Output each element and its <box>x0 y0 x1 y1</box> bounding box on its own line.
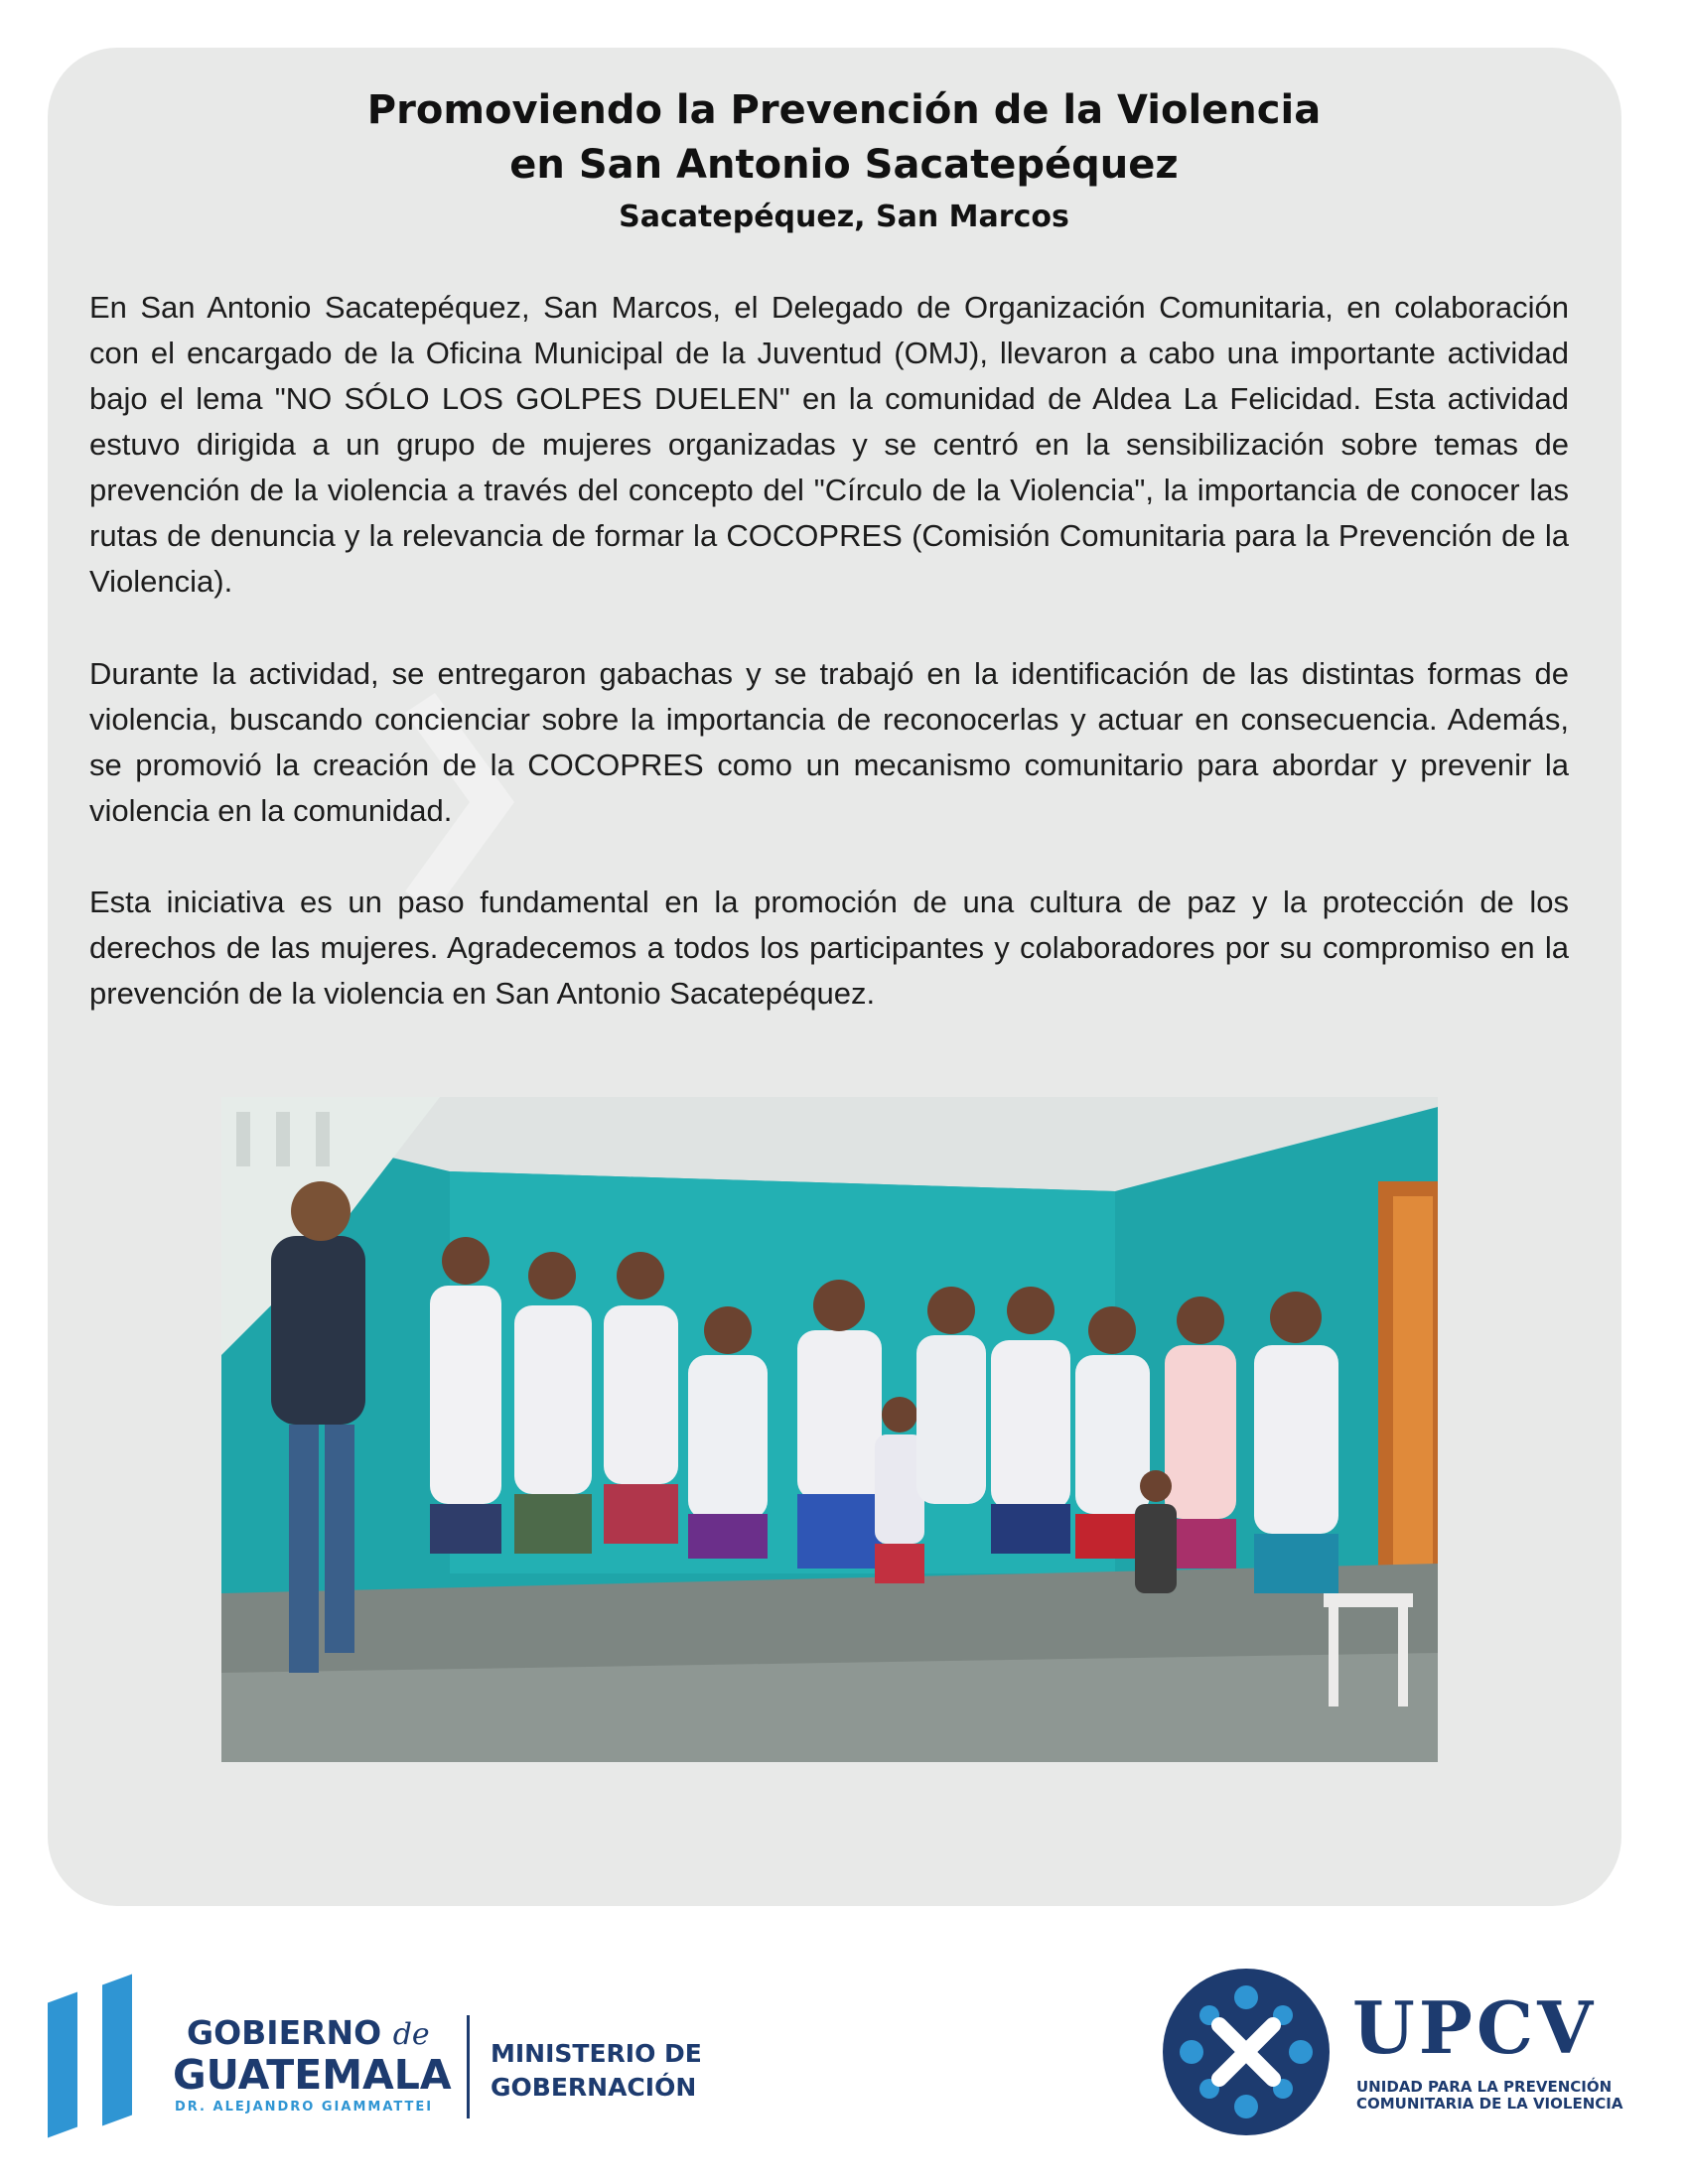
president-name: DR. ALEJANDRO GIAMMATTEI <box>175 2100 434 2115</box>
flag-stripe-icon <box>48 1992 77 2138</box>
ministry-wordmark: MINISTERIO DE GOBERNACIÓN <box>491 2039 702 2102</box>
gobierno-wordmark: GOBIERNO de <box>187 2013 430 2052</box>
body-paragraph-3: Esta iniciativa es un paso fundamental en la promoción de una cultura de paz y la protección de los derechos de las mujeres. Agradecemos a todos los participantes y colaboradores por su compromiso en la prevención de la violencia en San Antonio Sacatepéquez. <box>89 885 1569 1011</box>
upcv-wordmark: UPCV <box>1352 1985 1598 2070</box>
upcv-emblem-icon <box>1162 1968 1331 2136</box>
group-photo <box>221 1097 1438 1762</box>
upcv-logo <box>1162 1968 1638 2146</box>
flag-stripe-icon <box>102 1975 132 2126</box>
page-title-line1: Promoviendo la Prevención de la Violencia <box>366 87 1322 133</box>
page-title-line2: en San Antonio Sacatepéquez <box>509 142 1179 188</box>
page-subtitle: Sacatepéquez, San Marcos <box>619 200 1069 234</box>
guatemala-wordmark: GUATEMALA <box>173 2051 452 2099</box>
body-paragraph-1: En San Antonio Sacatepéquez, San Marcos, el Delegado de Organización Comunitaria, en colaboración con el encargado de la Oficina Municipal de la Juventud (OMJ), llevaron a cabo una importante actividad bajo el lema "NO SÓLO LOS GOLPES DUELEN" en la comunidad de Aldea La Felicidad. Esta actividad estuvo dirigida a un grupo de mujeres organizadas y se centró en la sensibilización sobre temas de prevención de la violencia a través del concepto del "Círculo de la Violencia", la importancia de conocer las rutas de denuncia y la relevancia de formar la COCOPRES (Comisión Comunitaria para la Prevención de la Violencia). <box>89 290 1569 599</box>
body-paragraph-2: Durante la actividad, se entregaron gabachas y se trabajó en la identificación de las distintas formas de violencia, buscando concienciar sobre la importancia de reconocerlas y actuar en consecuencia. Además, se promovió la creación de la COCOPRES como un mecanismo comunitario para abordar y prevenir la violencia en la comunidad. <box>89 656 1569 828</box>
upcv-subtitle: UNIDAD PARA LA PREVENCIÓN COMUNITARIA DE LA VIOLENCIA <box>1356 2078 1623 2113</box>
gobierno-guatemala-logo <box>48 1968 743 2136</box>
logo-divider <box>467 2015 470 2118</box>
